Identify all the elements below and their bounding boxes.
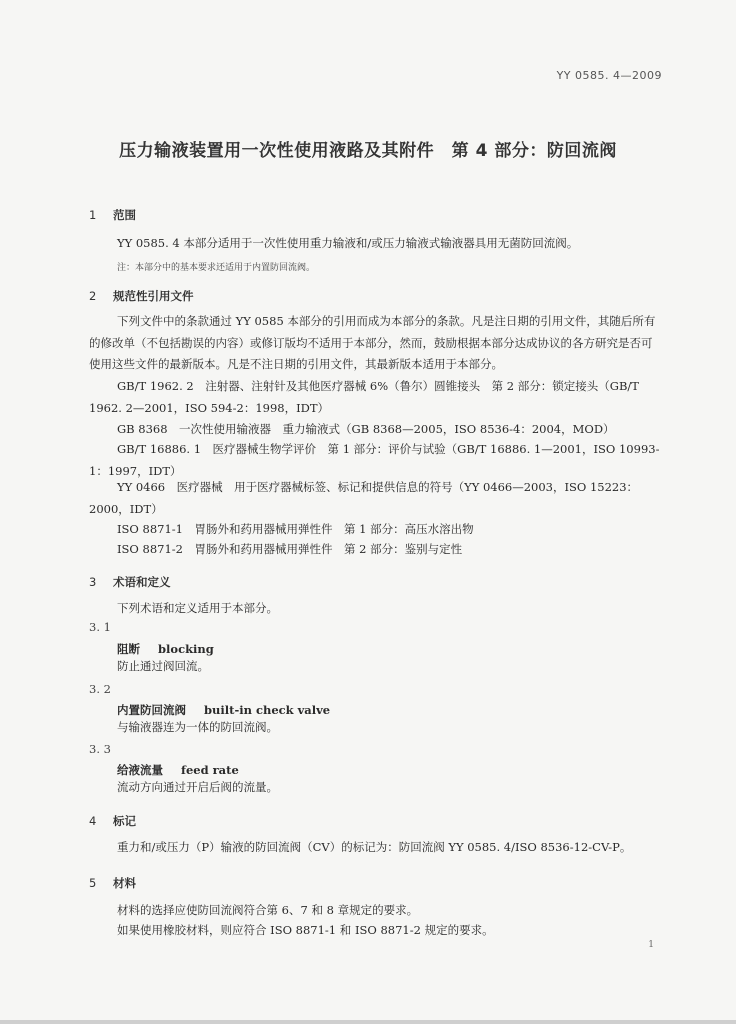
section-4-heading <box>89 813 136 829</box>
section-title: 标记 <box>113 814 137 828</box>
section-1-note: 注：本部分中的基本要求还适用于内置防回流阀。 <box>117 263 316 273</box>
term-heading <box>117 702 330 718</box>
reference-item: GB/T 16886. 1 医疗器械生物学评价 第 1 部分：评价与试验（GB/T 16886. 1—2001，ISO 10993-1：1997，IDT） <box>89 442 660 478</box>
reference-item: YY 0466 医疗器械 用于医疗器械标签、标记和提供信息的符号（YY 0466—2003，ISO 15223：2000，IDT） <box>89 480 639 516</box>
reference-item: ISO 8871-1 胃肠外和药用器械用弹性件 第 1 部分：高压水溶出物 <box>117 522 474 536</box>
term-zh: 阻断 <box>117 642 140 656</box>
section-5-paragraph: 如果使用橡胶材料，则应符合 ISO 8871-1 和 ISO 8871-2 规定的要求。 <box>117 923 494 937</box>
section-title: 规范性引用文件 <box>113 289 194 303</box>
term-definition: 与输液器连为一体的防回流阀。 <box>117 720 278 734</box>
term-heading <box>117 762 239 778</box>
section-5-paragraph: 材料的选择应使防回流阀符合第 6、7 和 8 章规定的要求。 <box>117 903 419 917</box>
standard-number: YY 0585. 4—2009 <box>556 69 662 82</box>
section-number: 4 <box>89 814 97 828</box>
reference-item: ISO 8871-2 胃肠外和药用器械用弹性件 第 2 部分：鉴别与定性 <box>117 542 463 556</box>
section-title: 范围 <box>113 208 137 222</box>
term-zh: 给液流量 <box>117 763 163 777</box>
section-3-paragraph: 下列术语和定义适用于本部分。 <box>117 601 278 615</box>
section-1-heading <box>89 207 136 223</box>
page-number: 1 <box>648 940 654 950</box>
term-definition: 防止通过阀回流。 <box>117 659 209 673</box>
section-3-heading <box>89 574 171 590</box>
term-number: 3. 1 <box>89 620 111 634</box>
reference-item: GB/T 1962. 2 注射器、注射针及其他医疗器械 6%（鲁尔）圆锥接头 第 2 部分：锁定接头（GB/T 1962. 2—2001，ISO 594-2：1998，IDT） <box>89 379 639 415</box>
section-5-heading <box>89 875 136 891</box>
section-1-paragraph: YY 0585. 4 本部分适用于一次性使用重力输液和/或压力输液式输液器具用无菌防回流阀。 <box>117 236 579 250</box>
section-2-paragraph: 下列文件中的条款通过 YY 0585 本部分的引用而成为本部分的条款。凡是注日期的引用文件，其随后所有的修改单（不包括勘误的内容）或修订版均不适用于本部分，然而，鼓励根据本部分达成协议的各方研究是否可使用这些文件的最新版本。凡是不注日期的引用文件，其最新版本适用于本部分。 <box>89 314 656 371</box>
section-number: 3 <box>89 575 97 589</box>
term-heading <box>117 641 214 657</box>
term-en: blocking <box>158 642 214 656</box>
section-2-heading <box>89 288 194 304</box>
document-title: 压力输液装置用一次性使用液路及其附件 第 4 部分：防回流阀 <box>119 141 617 161</box>
section-4-paragraph: 重力和/或压力（P）输液的防回流阀（CV）的标记为：防回流阀 YY 0585. 4/ISO 8536-12-CV-P。 <box>117 840 632 854</box>
term-en: built-in check valve <box>204 703 331 717</box>
term-definition: 流动方向通过开启后阀的流量。 <box>117 780 278 794</box>
page-edge <box>0 1020 736 1024</box>
section-title: 材料 <box>113 876 137 890</box>
term-number: 3. 2 <box>89 682 111 696</box>
reference-item: GB 8368 一次性使用输液器 重力输液式（GB 8368—2005，ISO 8536-4：2004，MOD） <box>117 422 615 436</box>
section-title: 术语和定义 <box>113 575 171 589</box>
term-zh: 内置防回流阀 <box>117 703 186 717</box>
term-en: feed rate <box>181 763 239 777</box>
term-number: 3. 3 <box>89 742 111 756</box>
section-number: 2 <box>89 289 97 303</box>
section-number: 5 <box>89 876 97 890</box>
section-number: 1 <box>89 208 97 222</box>
